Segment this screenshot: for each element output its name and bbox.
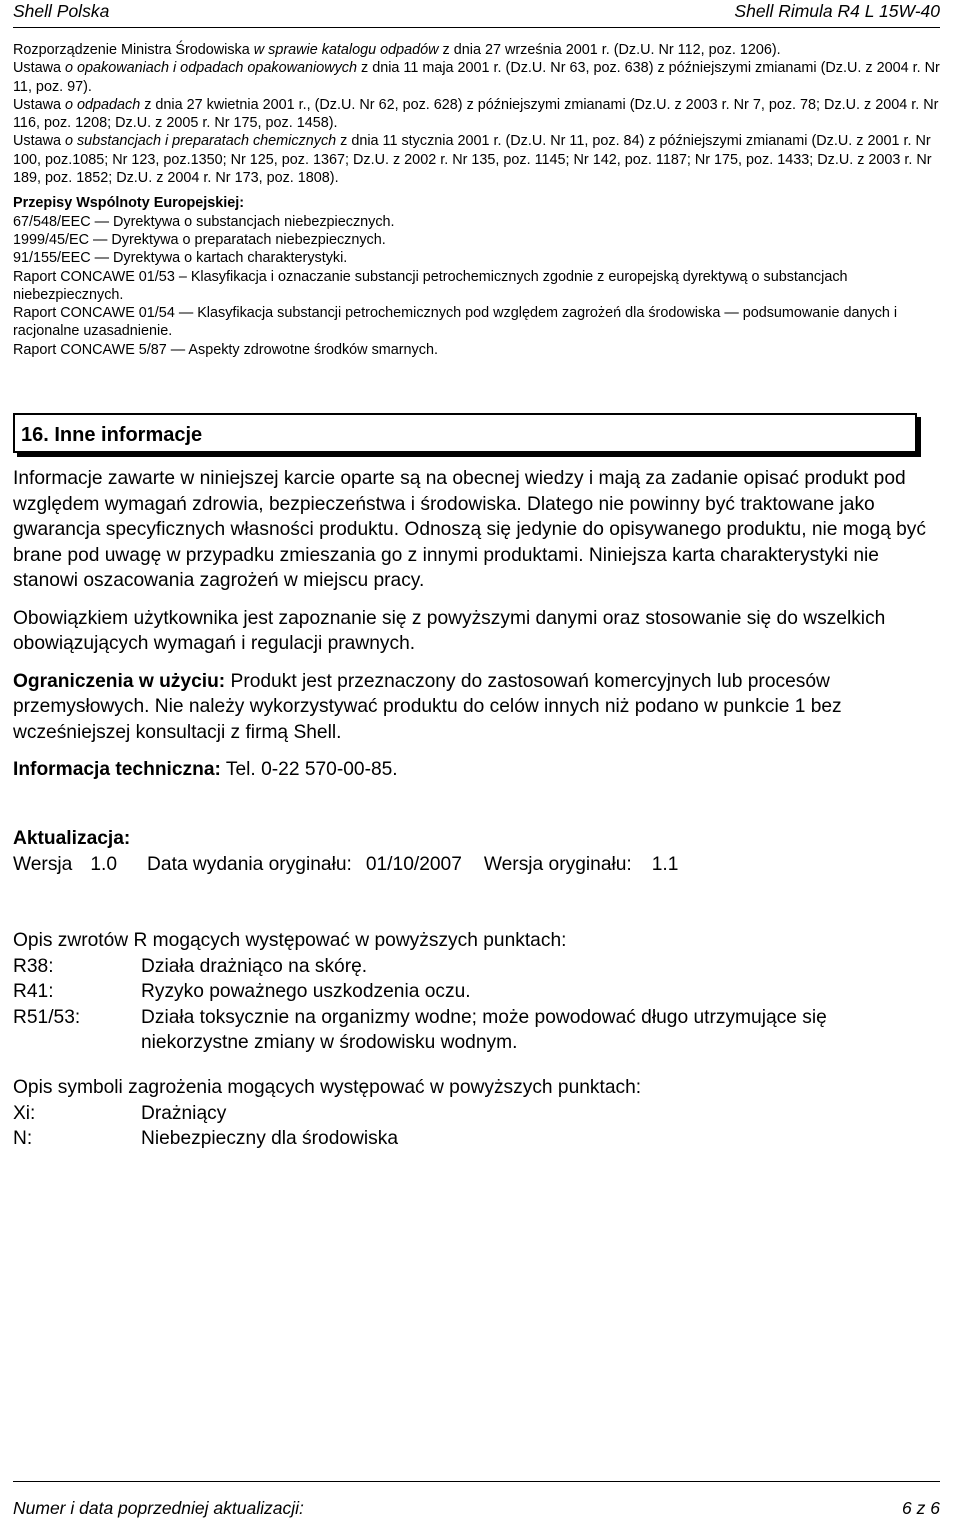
- r-phrase-row: R38: Działa drażniąco na skórę.: [13, 955, 368, 977]
- section-16-body: [13, 466, 948, 783]
- regulation-opakowania: Ustawa o opakowaniach i odpadach opakowaniowych z dnia 11 maja 2001 r. (Dz.U. Nr 63, poz. 638) z późniejszymi zmianami (Dz.U. z 2004 r. Nr 11, poz. 97).: [13, 60, 940, 95]
- r-phrases-heading: Opis zwrotów R mogących występować w powyższych punktach:: [13, 930, 567, 951]
- r-phrase-row: R51/53: Działa toksycznie na organizmy wodne; może powodować długo utrzymujące się niekorzystne zmiany w środowisku wodnym.: [13, 1006, 827, 1053]
- technical-info-label: Informacja techniczna:: [13, 759, 221, 780]
- page-number: 6 z 6: [902, 1498, 940, 1518]
- footer-previous-update: Numer i data poprzedniej aktualizacji:: [13, 1498, 304, 1518]
- info-paragraph: Informacje zawarte w niniejszej karcie oparte są na obecnej wiedzy i mają za zadanie opisać produkt pod względem wymagań zdrowia, bezpieczeństwa i środowiska. Dlatego nie powinny być traktowane jako gwarancja specyficznych własności produktu. Odnoszą się jedynie do opisywanego produktu, nie mogą być brane pod uwagę w przypadku zmieszania go z innymi produktami. Niniejsza karta charakterystyki nie stanowi oszacowania zagrożeń w miejscu pracy.: [13, 468, 926, 591]
- eu-item: 67/548/EEC — Dyrektywa o substancjach niebezpiecznych.: [13, 213, 395, 230]
- user-obligation-paragraph: Obowiązkiem użytkownika jest zapoznanie się z powyższymi danymi oraz stosowanie się do wszelkich obowiązujących wymagań i regulacji prawnych.: [13, 607, 886, 654]
- update-label: Aktualizacja:: [13, 828, 131, 849]
- header-product: Shell Rimula R4 L 15W-40: [734, 1, 940, 21]
- eu-item: Raport CONCAWE 01/53 – Klasyfikacja i oznaczanie substancji petrochemicznych zgodnie z europejską dyrektywą o substancjach niebezpiecznych.: [13, 268, 848, 303]
- original-version-value: 1.1: [651, 853, 679, 875]
- update-block: [13, 826, 948, 877]
- regulation-rozporzadzenie: Rozporządzenie Ministra Środowiska w sprawie katalogu odpadów z dnia 27 września 2001 r. (Dz.U. Nr 112, poz. 1206).: [13, 42, 781, 58]
- r-phrase-row: R41: Ryzyko poważnego uszkodzenia oczu.: [13, 981, 471, 1002]
- header-divider: [13, 27, 940, 28]
- hazard-symbols-heading: Opis symboli zagrożenia mogących występować w powyższych punktach:: [13, 1077, 642, 1098]
- regulations-block: [13, 41, 943, 359]
- restrictions-label: Ograniczenia w użyciu:: [13, 670, 226, 692]
- technical-info-paragraph: [13, 757, 948, 783]
- regulation-substancje: Ustawa o substancjach i preparatach chemicznych z dnia 11 stycznia 2001 r. (Dz.U. Nr 11, poz. 84) z późniejszymi zmianami (Dz.U. z 2001 r. Nr 100, poz.1085; Nr 123, poz.1350; Nr 125, poz. 1367; Dz.U. z 2002 r. Nr 135, poz. 1145; Nr 142, poz. 1187; Nr 175, poz. 1433; Dz.U. z 2003 r. Nr 189, poz. 1852; Dz.U. z 2004 r. Nr 173, poz. 1808).: [13, 133, 932, 187]
- eu-item: Raport CONCAWE 5/87 — Aspekty zdrowotne środków smarnych.: [13, 341, 438, 358]
- section-16-heading-box: [13, 413, 917, 453]
- eu-item: 1999/45/EC — Dyrektywa o preparatach niebezpiecznych.: [13, 231, 386, 248]
- eu-heading: Przepisy Wspólnoty Europejskiej:: [13, 195, 245, 212]
- hazard-symbol-row: N: Niebezpieczny dla środowiska: [13, 1128, 399, 1149]
- technical-info-text: Tel. 0-22 570-00-85.: [220, 759, 398, 780]
- footer-divider: [13, 1481, 940, 1482]
- hazard-symbol-row: Xi: Drażniący: [13, 1102, 227, 1124]
- restrictions-paragraph: [13, 669, 948, 746]
- eu-item: Raport CONCAWE 01/54 — Klasyfikacja substancji petrochemicznych pod względem zagrożeń dla środowiska — podsumowanie danych i racjonalne uzasadnienie.: [13, 305, 898, 340]
- page-header: [13, 0, 940, 22]
- regulation-odpady: Ustawa o odpadach z dnia 27 kwietnia 2001 r., (Dz.U. Nr 62, poz. 628) z późniejszymi zmianami (Dz.U. z 2003 r. Nr 7, poz. 78; Dz.U. z 2004 r. Nr 116, poz. 1208; Dz.U. z 2005 r. Nr 175, poz. 1458).: [13, 96, 939, 132]
- version-value: 1.0: [90, 853, 118, 875]
- r-phrases-block: [13, 928, 931, 1056]
- restrictions-text: Produkt jest przeznaczony do zastosowań komercyjnych lub procesów przemysłowych. Nie należy wykorzystywać produktu do celów innych niż podano w punkcie 1 bez wcześniejszej konsultacji z firmą Shell.: [13, 670, 842, 743]
- header-company: Shell Polska: [13, 1, 110, 21]
- version-line: Wersja 1.0 Data wydania oryginału: 01/10/2007 Wersja oryginału: 1.1: [13, 853, 679, 875]
- hazard-symbols-block: [13, 1075, 931, 1152]
- eu-item: 91/155/EEC — Dyrektywa o kartach charakterystyki.: [13, 250, 348, 267]
- section-16-title: 16. Inne informacje: [21, 424, 203, 446]
- issue-date: 01/10/2007: [365, 853, 462, 875]
